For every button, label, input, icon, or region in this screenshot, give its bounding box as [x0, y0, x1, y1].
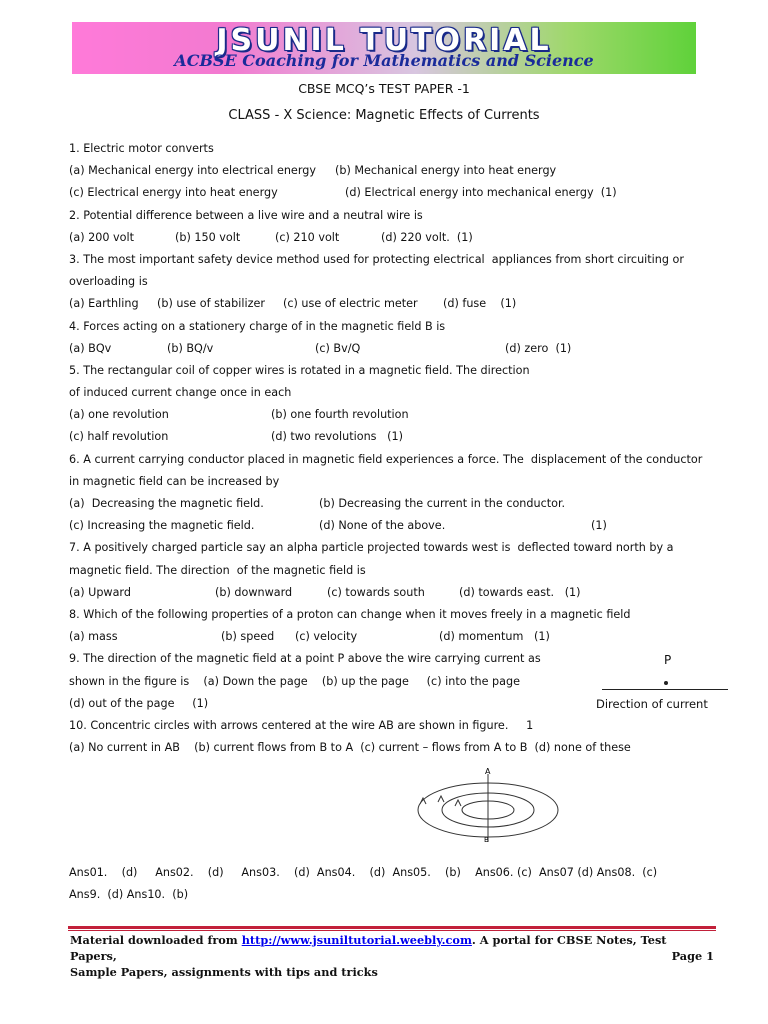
- question-text: (c) use of electric meter: [283, 297, 418, 311]
- page-number: Page 1: [671, 949, 714, 963]
- question-text: 6. A current carrying conductor placed in magnetic field experiences a force. The displacement of the conductor: [69, 452, 703, 466]
- question-line: [69, 382, 729, 404]
- paper-title: CBSE MCQ’s TEST PAPER -1: [298, 81, 470, 96]
- question-line: [69, 449, 729, 471]
- question-line: [69, 182, 729, 204]
- question-text: (a) mass: [69, 630, 118, 644]
- question-text: (b) use of stabilizer: [157, 297, 265, 311]
- question-text: (d) 220 volt. (1): [381, 230, 473, 244]
- question-text: (c) half revolution: [69, 430, 169, 444]
- brand-tagline: ACBSE Coaching for Mathematics and Science: [174, 51, 594, 70]
- question-text: 9. The direction of the magnetic field at a point P above the wire carrying current as: [69, 652, 541, 666]
- question-text: (a) BQv: [69, 341, 112, 355]
- question-text: shown in the figure is (a) Down the page (b) up the page (c) into the page: [69, 674, 520, 688]
- question-line: [69, 316, 729, 338]
- question-line: [69, 338, 729, 360]
- answer-key: [69, 862, 729, 906]
- question-text: (d) momentum (1): [439, 630, 550, 644]
- question-text: (a) Earthling: [69, 297, 139, 311]
- question-line: [69, 737, 729, 759]
- answer-line-1: Ans01. (d) Ans02. (d) Ans03. (d) Ans04. (d) Ans05. (b) Ans06. (c) Ans07 (d) Ans08. (c): [69, 866, 658, 879]
- figure-q9: [596, 653, 728, 717]
- answer-line-2: Ans9. (d) Ans10. (b): [69, 888, 189, 902]
- question-text: 5. The rectangular coil of copper wires is rotated in a magnetic field. The direction: [69, 363, 530, 377]
- question-text: (c) velocity: [295, 630, 358, 644]
- point-p-dot: [664, 681, 668, 685]
- question-text: (c) Electrical energy into heat energy: [69, 186, 278, 200]
- question-text: of induced current change once in each: [69, 386, 292, 400]
- question-text: (d) out of the page (1): [69, 696, 209, 710]
- question-text: 7. A positively charged particle say an alpha particle projected towards west is deflected toward north by a: [69, 541, 674, 555]
- direction-caption: Direction of current: [596, 697, 708, 711]
- question-line: [69, 249, 729, 271]
- question-line: [69, 404, 729, 426]
- question-text: (a) Upward: [69, 585, 131, 599]
- label-a: A: [485, 767, 491, 776]
- footer-line-2: Sample Papers, assignments with tips and tricks: [70, 965, 378, 979]
- question-text: 2. Potential difference between a live wire and a neutral wire is: [69, 208, 423, 222]
- question-text: (a) 200 volt: [69, 230, 135, 244]
- question-line: [69, 138, 729, 160]
- class-title: CLASS - X Science: Magnetic Effects of Currents: [228, 108, 540, 123]
- site-link[interactable]: http://www.jsuniltutorial.weebly.com: [241, 933, 472, 947]
- figure-q10: [410, 766, 570, 846]
- question-text: (b) downward: [215, 585, 293, 599]
- question-line: [69, 604, 729, 626]
- brand-title: JSUNIL TUTORIAL: [216, 23, 552, 58]
- question-text: (d) towards east. (1): [459, 585, 581, 599]
- question-line: [69, 715, 729, 737]
- question-text: overloading is: [69, 275, 148, 289]
- question-line: [69, 560, 729, 582]
- question-text: 4. Forces acting on a stationery charge of in the magnetic field B is: [69, 319, 446, 333]
- question-text: (d) Electrical energy into mechanical energy (1): [345, 186, 617, 200]
- footer: [70, 932, 716, 980]
- question-line: [69, 515, 729, 537]
- question-text: (c) Increasing the magnetic field.: [69, 519, 255, 533]
- question-text: in magnetic field can be increased by: [69, 474, 280, 488]
- concentric-circles-diagram: [410, 766, 570, 846]
- question-text: (a) Decreasing the magnetic field.: [69, 497, 264, 510]
- question-line: [69, 471, 729, 493]
- label-b: B: [484, 836, 489, 844]
- question-text: (b) speed: [221, 630, 275, 644]
- question-line: [69, 582, 729, 604]
- footer-suffix: . A portal for CBSE Notes, Test Papers,: [70, 933, 667, 963]
- question-text: (c) towards south: [327, 585, 425, 599]
- question-text: (d) fuse (1): [443, 297, 517, 311]
- question-line: [69, 626, 729, 648]
- question-text: (a) one revolution: [69, 408, 169, 422]
- footer-prefix: Material downloaded from: [70, 933, 242, 947]
- question-text: (c) Bv/Q: [315, 341, 361, 355]
- question-text: 10. Concentric circles with arrows centered at the wire AB are shown in figure. 1: [69, 718, 534, 732]
- question-text: (b) Mechanical energy into heat energy: [335, 164, 557, 178]
- question-line: [69, 537, 729, 559]
- question-text: (a) Mechanical energy into electrical energy: [69, 164, 316, 178]
- question-text: (c) 210 volt: [275, 230, 340, 244]
- question-text: (b) 150 volt: [175, 230, 241, 244]
- question-line: [69, 271, 729, 293]
- question-text: (1): [591, 519, 607, 533]
- question-line: [69, 426, 729, 448]
- question-text: (b) BQ/v: [167, 341, 214, 355]
- question-line: [69, 360, 729, 382]
- question-text: magnetic field. The direction of the magnetic field is: [69, 563, 366, 577]
- question-text: 1. Electric motor converts: [69, 142, 214, 155]
- footer-rule-thin: [68, 930, 716, 931]
- question-text: (d) two revolutions (1): [271, 430, 403, 444]
- question-text: (b) Decreasing the current in the conductor.: [319, 497, 566, 510]
- question-text: (d) zero (1): [505, 341, 572, 355]
- question-text: (b) one fourth revolution: [271, 408, 409, 422]
- footer-line-1: [70, 932, 716, 964]
- question-text: 3. The most important safety device method used for protecting electrical appliances from short circuiting or: [69, 252, 684, 266]
- footer-rule: [68, 926, 716, 929]
- question-line: [69, 293, 729, 315]
- question-line: [69, 160, 729, 182]
- point-p-label: P: [664, 653, 672, 667]
- question-text: 8. Which of the following properties of a proton can change when it moves freely in a magnetic field: [69, 607, 631, 621]
- banner: [72, 22, 696, 74]
- wire-line: [602, 689, 728, 690]
- question-line: [69, 205, 729, 227]
- question-text: (a) No current in AB (b) current flows from B to A (c) current – flows from A to B (d) none of these: [69, 741, 631, 755]
- question-text: (d) None of the above.: [319, 519, 446, 533]
- question-line: [69, 227, 729, 249]
- question-line: [69, 493, 729, 515]
